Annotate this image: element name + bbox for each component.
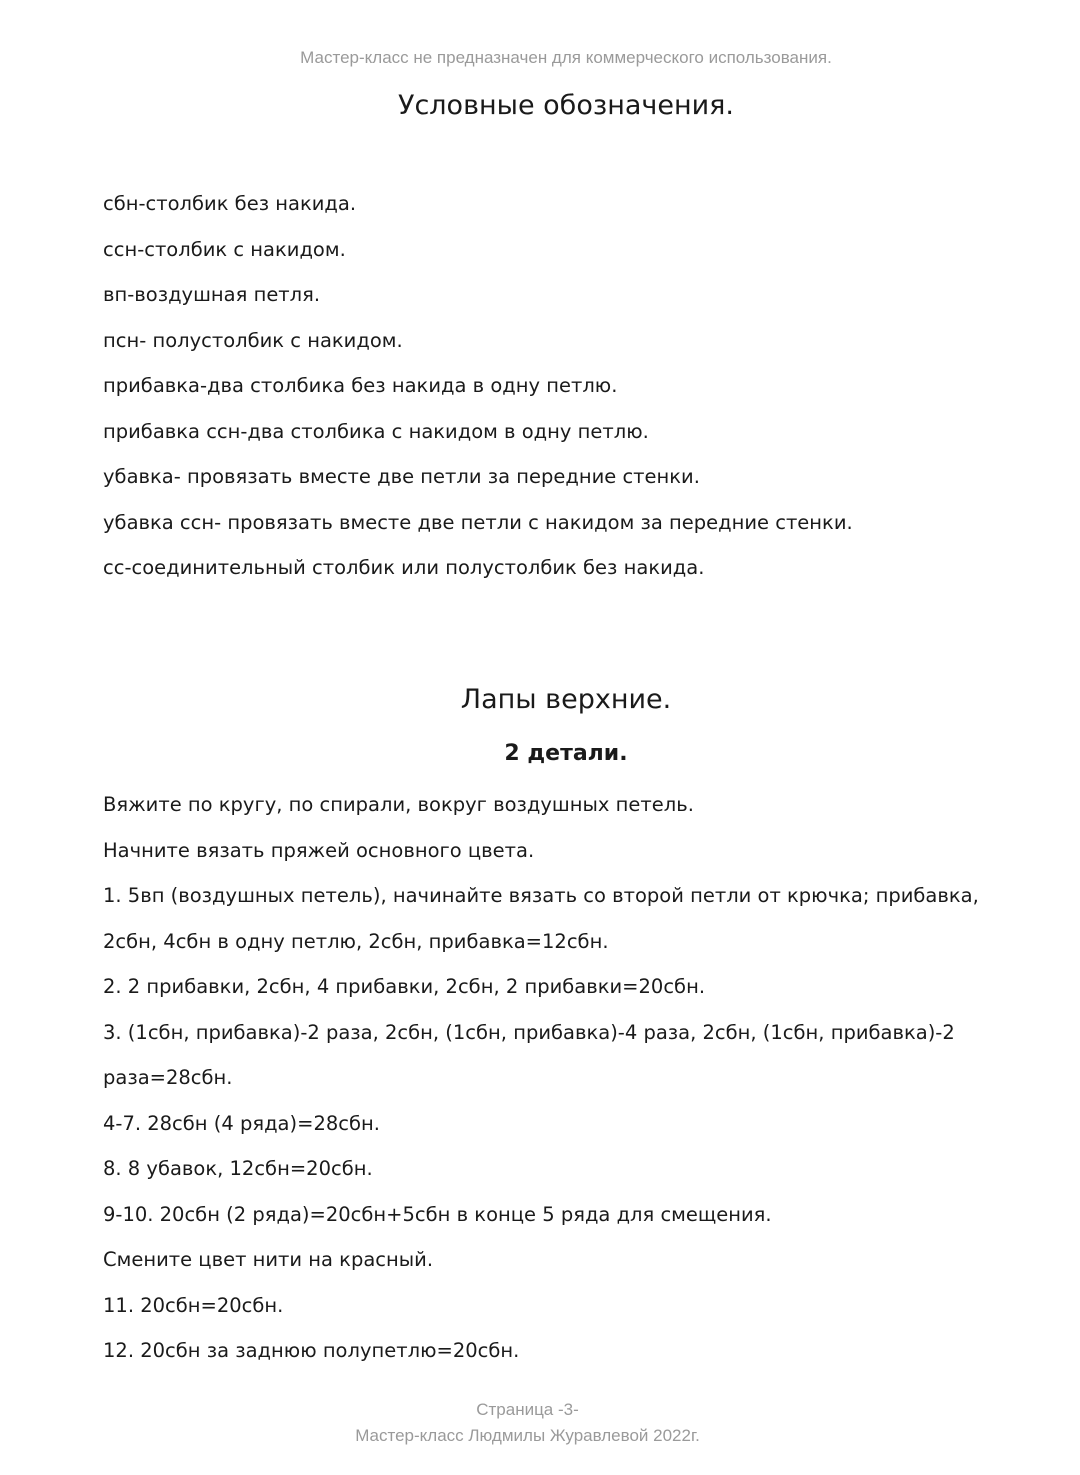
section-subtitle: 2 детали. bbox=[504, 741, 628, 766]
legend-item: сс-соединительный столбик или полустолбик без накида. bbox=[103, 556, 705, 579]
section-title: Лапы верхние. bbox=[460, 684, 672, 715]
legend-item: убавка- провязать вместе две петли за передние стенки. bbox=[103, 465, 700, 488]
legend-title: Условные обозначения. bbox=[398, 90, 734, 121]
instruction-line: 11. 20сбн=20сбн. bbox=[103, 1293, 284, 1317]
instruction-line: раза=28сбн. bbox=[103, 1066, 233, 1089]
footer-author: Мастер-класс Людмилы Журавлевой 2022г. bbox=[355, 1426, 700, 1445]
instruction-line: 12. 20сбн за заднюю полупетлю=20сбн. bbox=[103, 1339, 520, 1362]
instruction-line: 2сбн, 4сбн в одну петлю, 2сбн, прибавка=12сбн. bbox=[103, 929, 609, 953]
legend-item: убавка ссн- провязать вместе две петли с накидом за передние стенки. bbox=[103, 510, 853, 534]
legend-item: прибавка-два столбика без накида в одну петлю. bbox=[103, 374, 618, 397]
legend-list bbox=[103, 191, 853, 601]
instruction-line: 4-7. 28сбн (4 ряда)=28сбн. bbox=[103, 1111, 380, 1135]
instruction-line: 2. 2 прибавки, 2сбн, 4 прибавки, 2сбн, 2 прибавки=20сбн. bbox=[103, 975, 706, 998]
instruction-line: 1. 5вп (воздушных петель), начинайте вязать со второй петли от крючка; прибавка, bbox=[103, 884, 979, 907]
instruction-line: Начните вязать пряжей основного цвета. bbox=[103, 838, 535, 862]
header-disclaimer: Мастер-класс не предназначен для коммерческого использования. bbox=[300, 48, 832, 67]
legend-item: прибавка ссн-два столбика с накидом в одну петлю. bbox=[103, 419, 649, 443]
instructions-list bbox=[103, 792, 979, 1384]
legend-item: псн- полустолбик с накидом. bbox=[103, 328, 403, 352]
instruction-line: 8. 8 убавок, 12сбн=20сбн. bbox=[103, 1157, 373, 1180]
instruction-line: Смените цвет нити на красный. bbox=[103, 1248, 434, 1271]
instruction-line: Вяжите по кругу, по спирали, вокруг воздушных петель. bbox=[103, 793, 694, 816]
instruction-line: 9-10. 20сбн (2 ряда)=20сбн+5сбн в конце 5 ряда для смещения. bbox=[103, 1202, 772, 1226]
legend-item: ссн-столбик с накидом. bbox=[103, 237, 346, 261]
footer-page-number: Страница -3- bbox=[476, 1400, 579, 1419]
instruction-line: 3. (1сбн, прибавка)-2 раза, 2сбн, (1сбн, прибавка)-4 раза, 2сбн, (1сбн, прибавка)-2 bbox=[103, 1020, 955, 1044]
legend-item: сбн-столбик без накида. bbox=[103, 192, 357, 215]
legend-item: вп-воздушная петля. bbox=[103, 283, 321, 306]
